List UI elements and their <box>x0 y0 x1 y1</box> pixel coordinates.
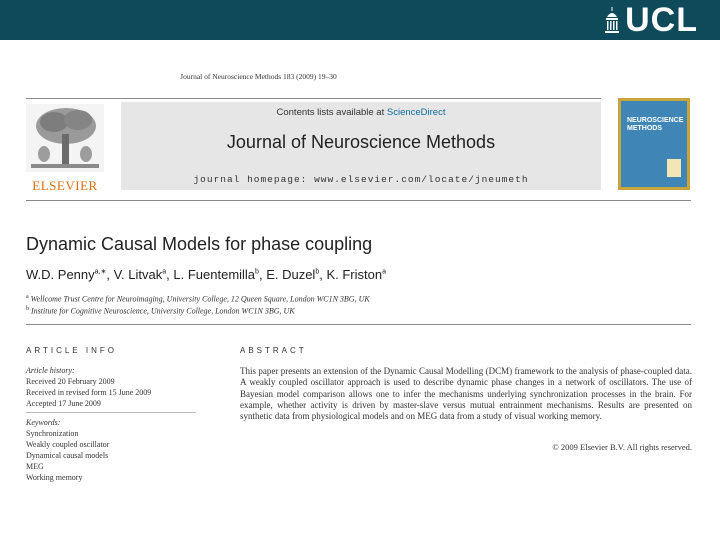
journal-title: Journal of Neuroscience Methods <box>226 132 496 152</box>
author-affiliation-mark: a <box>162 268 167 276</box>
article-info-heading: ARTICLE INFO <box>26 346 117 355</box>
history-label: Article history: <box>26 366 75 375</box>
sciencedirect-link[interactable]: ScienceDirect <box>386 107 446 118</box>
keyword-item: Weakly coupled oscillator <box>26 440 110 449</box>
keyword-item: Working memory <box>26 473 83 482</box>
abstract-heading: ABSTRACT <box>240 346 307 355</box>
author-list: W.D. Penny$^{a,∗}$, V. Litvak$^a$, L. Fuentemilla$^b$, E. Duzel$^b$, K. Friston$^a$ <box>26 267 386 282</box>
divider <box>26 324 691 325</box>
ucl-logo <box>605 1 698 39</box>
journal-homepage[interactable]: journal homepage: www.elsevier.com/locate/jneumeth <box>193 174 529 185</box>
contents-line <box>121 107 601 118</box>
portico-icon <box>605 6 619 34</box>
article-info <box>26 365 196 483</box>
author-name: K. Friston <box>326 267 383 282</box>
copyright-notice: © 2009 Elsevier B.V. All rights reserved. <box>552 442 692 452</box>
author-affiliation-mark: a,∗ <box>94 268 107 276</box>
author-name: E. Duzel <box>266 267 316 282</box>
journal-masthead <box>121 102 601 190</box>
article-title: Dynamic Causal Models for phase coupling <box>26 234 373 254</box>
ucl-wordmark: UCL <box>625 1 698 39</box>
cover-label <box>667 159 681 177</box>
publisher-name: ELSEVIER <box>32 178 98 193</box>
contents-prefix: Contents lists available at <box>276 107 387 118</box>
history-item: Accepted 17 June 2009 <box>26 399 101 408</box>
journal-citation: Journal of Neuroscience Methods 183 (2009) 19–30 <box>180 72 337 81</box>
affiliation: $^a$ Wellcome Trust Centre for Neuroimaging, University College, 12 Queen Square, London WC1N 3BG, UK <box>26 294 370 304</box>
history-item: Received 20 February 2009 <box>26 377 115 386</box>
keyword-item: Dynamical causal models <box>26 451 109 460</box>
cover-title: NEUROSCIENCE METHODS <box>627 117 684 132</box>
keyword-item: MEG <box>26 462 44 471</box>
author-affiliation-mark: b <box>255 268 259 276</box>
divider <box>26 412 196 413</box>
keywords-label: Keywords: <box>26 418 61 427</box>
paper-page <box>26 40 691 540</box>
author-name: L. Fuentemilla <box>173 267 256 282</box>
author-name: V. Litvak <box>113 267 163 282</box>
author-name: W.D. Penny <box>26 267 95 282</box>
header-bar <box>0 0 720 40</box>
history-item: Received in revised form 15 June 2009 <box>26 388 152 397</box>
divider <box>26 200 691 201</box>
divider <box>26 98 601 99</box>
journal-cover <box>618 98 690 190</box>
affiliation: $^b$ Institute for Cognitive Neuroscience, University College, London WC1N 3BG, UK <box>26 306 295 316</box>
abstract-text: This paper presents an extension of the Dynamic Causal Modelling (DCM) framework to the analysis of phase-coupled data. A weakly coupled oscillator approach is used to describe dynamic phase changes in a network of oscillators. The use of Bayesian model comparison allows one to infer the mechanisms underlying synchronization processes in the brain. For example, whether activity is driven by master-slave versus mutual entrainment mechanisms. Results are presented on synthetic data from physiological models and on MEG data from a study of visual working memory. <box>240 366 692 422</box>
elsevier-tree-icon <box>26 104 104 172</box>
author-affiliation-mark: b <box>315 268 320 276</box>
publisher-logo <box>26 104 104 193</box>
keyword-item: Synchronization <box>26 429 79 438</box>
author-affiliation-mark: a <box>382 268 386 276</box>
